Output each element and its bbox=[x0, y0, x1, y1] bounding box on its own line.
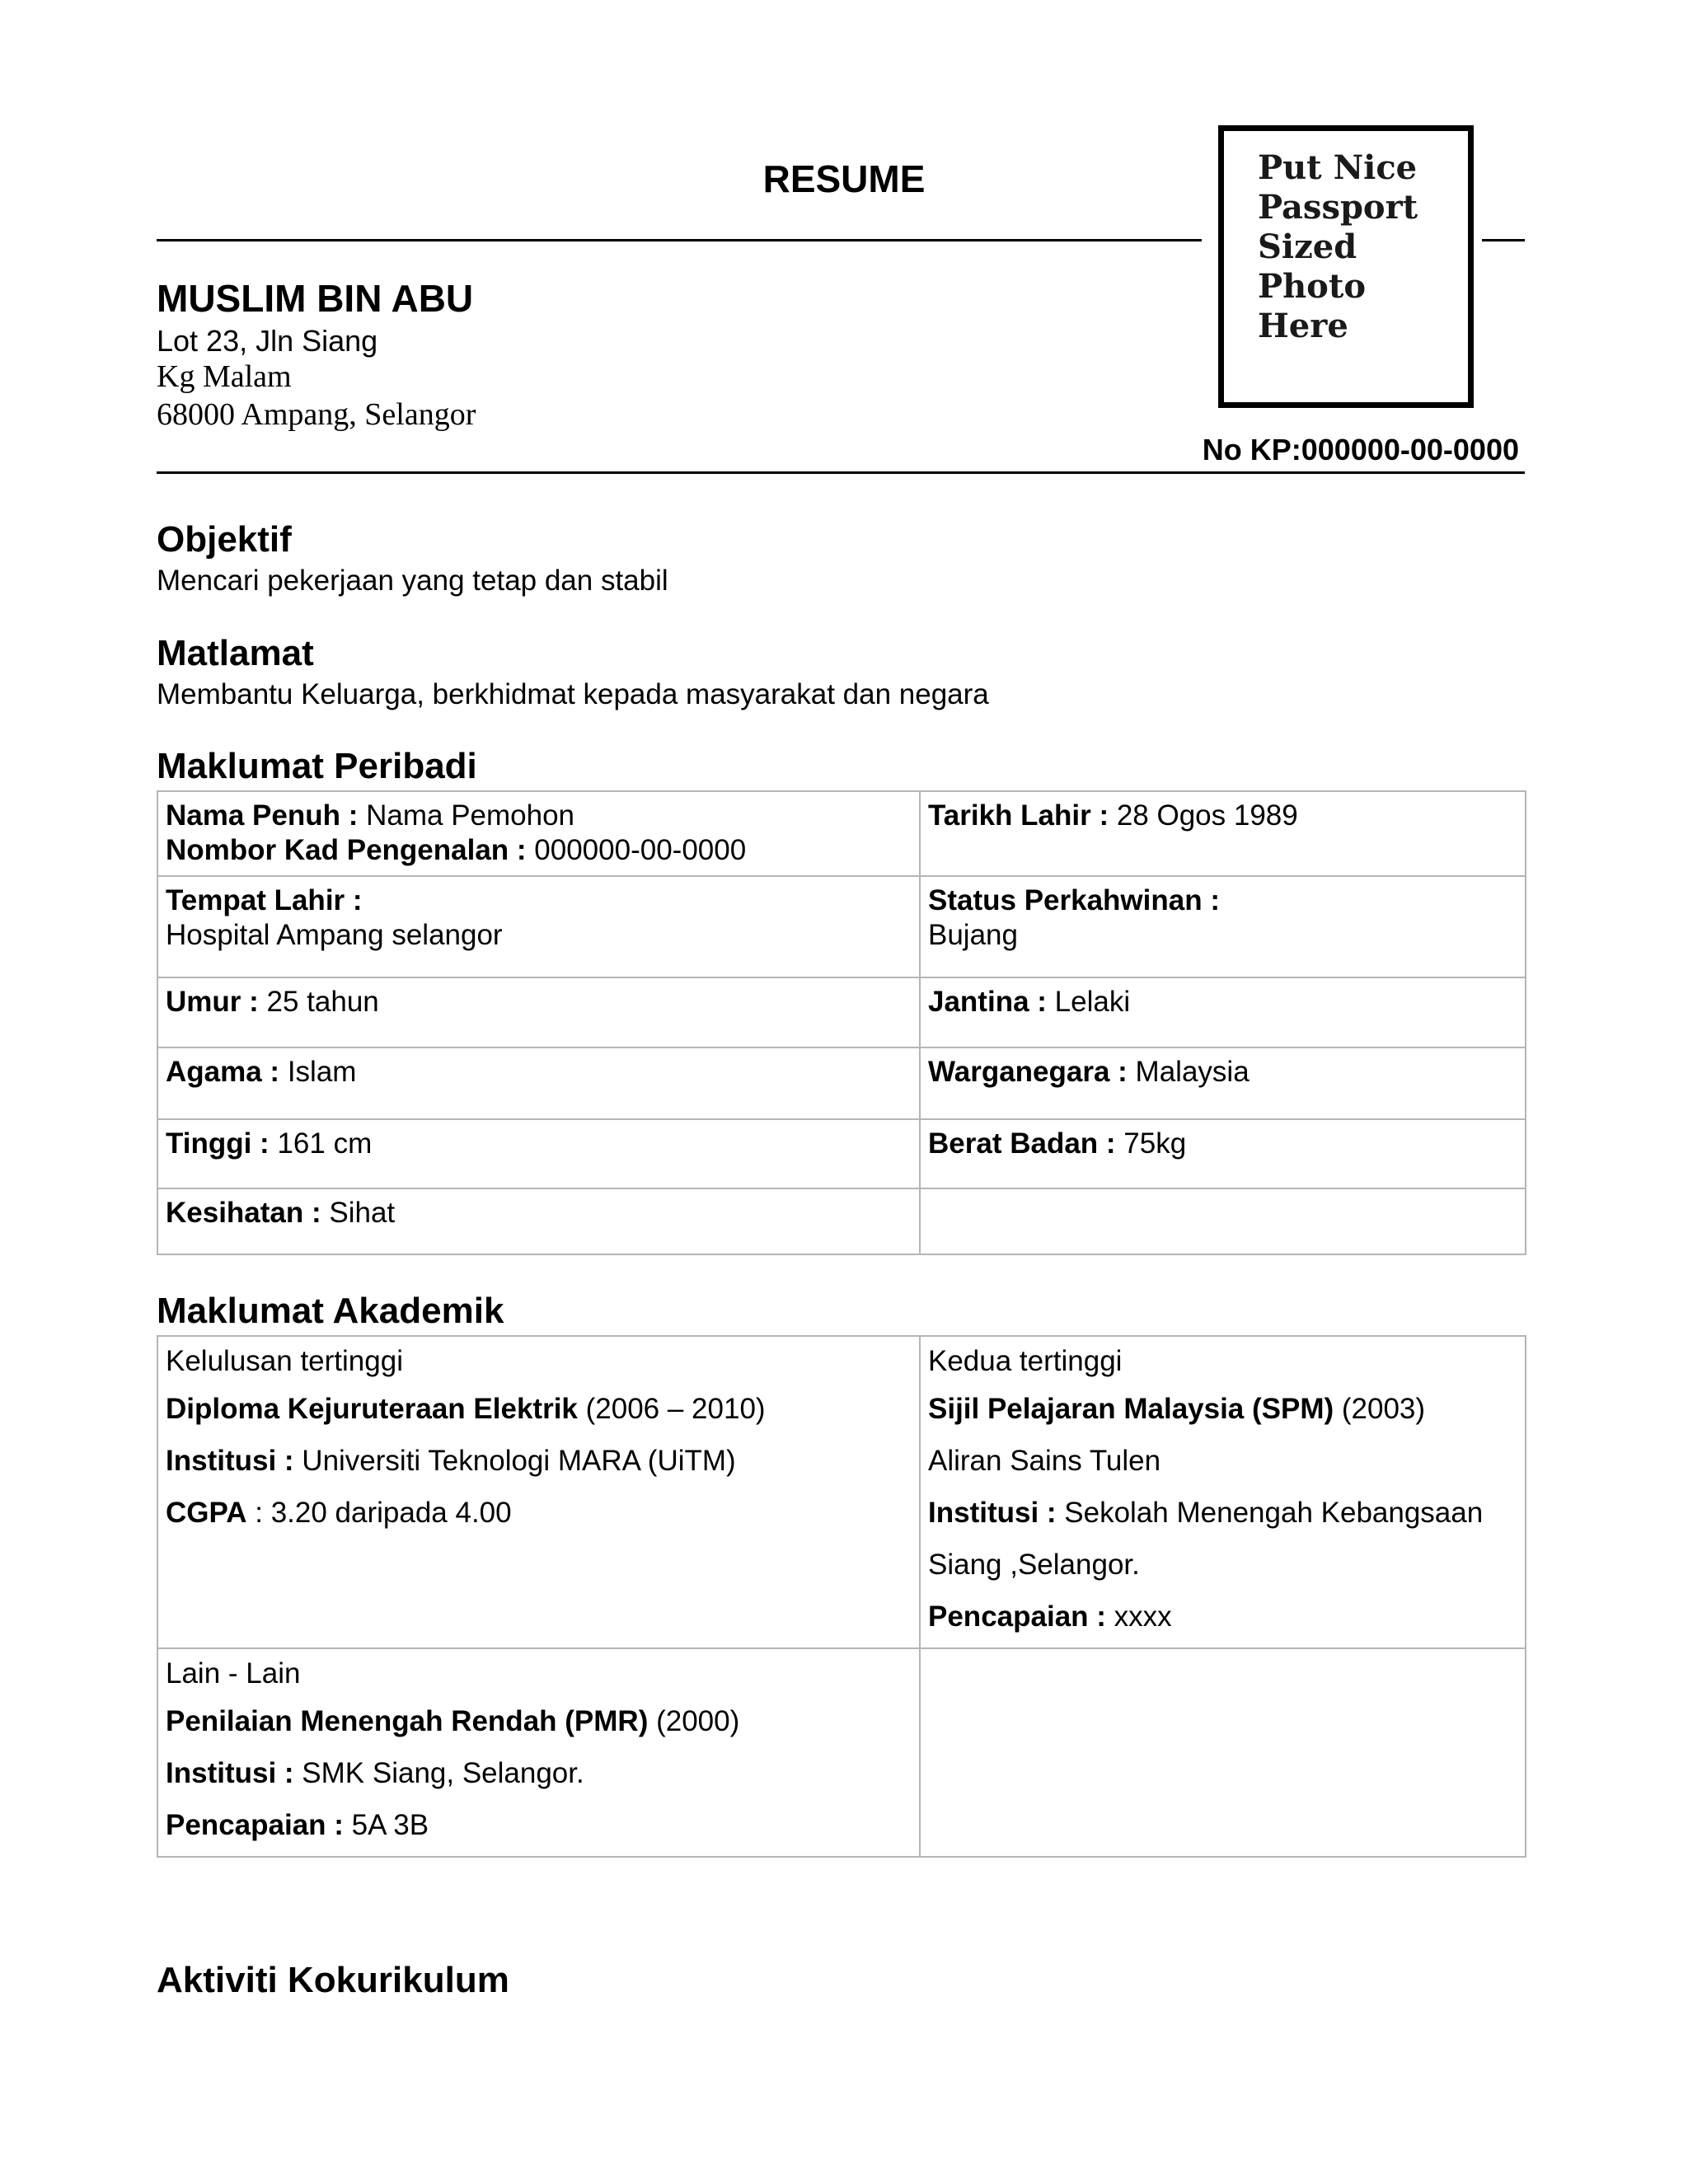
address-line-3: 68000 Ampang, Selangor bbox=[157, 397, 476, 432]
field-value: 25 tahun bbox=[258, 986, 379, 1018]
field-line bbox=[166, 1435, 912, 1487]
photo-text-line: Passport bbox=[1258, 188, 1418, 227]
field-value: Hospital Ampang selangor bbox=[166, 919, 503, 951]
field-label: CGPA bbox=[166, 1497, 247, 1529]
page-title: RESUME bbox=[762, 157, 926, 200]
table-row bbox=[157, 1648, 1526, 1857]
goal-heading: Matlamat bbox=[157, 633, 314, 673]
table-cell bbox=[157, 1648, 920, 1857]
address-line-1: Lot 23, Jln Siang bbox=[157, 324, 378, 358]
field-line bbox=[166, 1799, 912, 1851]
header-rule-right bbox=[1482, 239, 1525, 241]
table-cell bbox=[157, 791, 920, 876]
field-label: Pencapaian : bbox=[928, 1601, 1106, 1633]
field-label: Institusi : bbox=[166, 1757, 294, 1789]
field-label: Institusi : bbox=[928, 1497, 1057, 1529]
field-line bbox=[166, 883, 912, 918]
field-label: Status Perkahwinan : bbox=[928, 884, 1220, 916]
field-line bbox=[928, 1539, 1517, 1591]
field-label: Jantina : bbox=[928, 986, 1047, 1018]
header-rule-bottom bbox=[157, 471, 1525, 474]
field-value: Sekolah Menengah Kebangsaan bbox=[1056, 1497, 1484, 1529]
field-label: Pencapaian : bbox=[166, 1809, 344, 1841]
field-value: Malaysia bbox=[1127, 1056, 1250, 1088]
table-cell bbox=[157, 1047, 920, 1119]
table-row bbox=[157, 977, 1526, 1047]
table-cell bbox=[157, 1336, 920, 1648]
field-line bbox=[166, 1487, 912, 1539]
field-label: Kesihatan : bbox=[166, 1197, 321, 1229]
field-value: Aliran Sains Tulen bbox=[928, 1445, 1161, 1477]
field-value: (2003) bbox=[1334, 1393, 1426, 1425]
field-line bbox=[166, 1652, 912, 1695]
field-line bbox=[928, 1340, 1517, 1383]
photo-placeholder-text bbox=[1258, 148, 1464, 346]
field-value: Siang ,Selangor. bbox=[928, 1549, 1140, 1581]
id-number: No KP:000000-00-0000 bbox=[1202, 433, 1519, 466]
photo-text-line: Put Nice bbox=[1258, 148, 1418, 187]
table-row bbox=[157, 1336, 1526, 1648]
table-cell bbox=[920, 977, 1526, 1047]
table-cell bbox=[920, 1047, 1526, 1119]
field-label: Nombor Kad Pengenalan : bbox=[166, 834, 527, 866]
field-line bbox=[166, 1383, 912, 1435]
table-row bbox=[157, 1119, 1526, 1188]
objective-heading: Objektif bbox=[157, 519, 292, 560]
field-value: Sihat bbox=[321, 1197, 396, 1229]
field-label: Umur : bbox=[166, 986, 259, 1018]
table-cell bbox=[157, 876, 920, 977]
field-label: Tempat Lahir : bbox=[166, 884, 363, 916]
field-value: SMK Siang, Selangor. bbox=[293, 1757, 584, 1789]
applicant-name: MUSLIM BIN ABU bbox=[157, 277, 474, 320]
field-value: Universiti Teknologi MARA (UiTM) bbox=[293, 1445, 736, 1477]
academic-table bbox=[157, 1335, 1526, 1858]
field-value: (2000) bbox=[648, 1705, 740, 1737]
header-rule-left bbox=[157, 239, 1202, 241]
table-cell bbox=[920, 1336, 1526, 1648]
field-line bbox=[166, 833, 912, 868]
field-value: Lain - Lain bbox=[166, 1657, 301, 1690]
table-row bbox=[157, 876, 1526, 977]
field-line bbox=[166, 1695, 912, 1747]
field-line bbox=[166, 918, 912, 953]
field-line bbox=[928, 918, 1517, 953]
field-label: Nama Penuh : bbox=[166, 799, 359, 832]
table-cell bbox=[920, 876, 1526, 977]
field-label: Tinggi : bbox=[166, 1127, 270, 1160]
field-value: 000000-00-0000 bbox=[526, 834, 747, 866]
table-row bbox=[157, 1047, 1526, 1119]
field-value: Bujang bbox=[928, 919, 1018, 951]
field-line bbox=[928, 1487, 1517, 1539]
objective-text: Mencari pekerjaan yang tetap dan stabil bbox=[157, 565, 668, 597]
field-label: Diploma Kejuruteraan Elektrik bbox=[166, 1393, 578, 1425]
field-value: Kedua tertinggi bbox=[928, 1345, 1123, 1377]
field-value: xxxx bbox=[1105, 1601, 1172, 1633]
field-value: 161 cm bbox=[269, 1127, 373, 1160]
field-line bbox=[166, 1747, 912, 1799]
academic-heading: Maklumat Akademik bbox=[157, 1291, 504, 1331]
field-label: Berat Badan : bbox=[928, 1127, 1116, 1160]
table-cell bbox=[920, 1119, 1526, 1188]
table-cell bbox=[920, 791, 1526, 876]
personal-heading: Maklumat Peribadi bbox=[157, 746, 477, 786]
table-cell-empty bbox=[920, 1648, 1526, 1857]
field-value: 28 Ogos 1989 bbox=[1109, 799, 1298, 832]
table-row bbox=[157, 1188, 1526, 1254]
table-cell bbox=[157, 977, 920, 1047]
table-cell-empty bbox=[920, 1188, 1526, 1254]
field-line bbox=[928, 1435, 1517, 1487]
field-line bbox=[928, 1383, 1517, 1435]
field-line bbox=[166, 1340, 912, 1383]
field-label: Penilaian Menengah Rendah (PMR) bbox=[166, 1705, 649, 1737]
table-row bbox=[157, 791, 1526, 876]
field-value: 5A 3B bbox=[343, 1809, 429, 1841]
photo-text-line: Photo bbox=[1258, 267, 1366, 306]
cocurricular-heading: Aktiviti Kokurikulum bbox=[157, 1960, 509, 2000]
photo-text-line: Sized bbox=[1258, 227, 1357, 266]
field-label: Warganegara : bbox=[928, 1056, 1128, 1088]
field-line bbox=[166, 799, 912, 833]
field-line bbox=[928, 1591, 1517, 1643]
field-label: Sijil Pelajaran Malaysia (SPM) bbox=[928, 1393, 1334, 1425]
table-cell bbox=[157, 1119, 920, 1188]
field-value: Islam bbox=[279, 1056, 357, 1088]
goal-text: Membantu Keluarga, berkhidmat kepada masyarakat dan negara bbox=[157, 678, 989, 710]
field-label: Institusi : bbox=[166, 1445, 294, 1477]
field-line bbox=[928, 799, 1517, 833]
field-label: Agama : bbox=[166, 1056, 280, 1088]
field-value: Nama Pemohon bbox=[358, 799, 575, 832]
field-line bbox=[928, 883, 1517, 918]
field-value: (2006 – 2010) bbox=[577, 1393, 766, 1425]
photo-text-line: Here bbox=[1258, 307, 1348, 345]
field-value: : 3.20 daripada 4.00 bbox=[246, 1497, 512, 1529]
field-value: 75kg bbox=[1115, 1127, 1187, 1160]
field-value: Lelaki bbox=[1046, 986, 1131, 1018]
address-line-2: Kg Malam bbox=[157, 359, 292, 394]
field-value: Kelulusan tertinggi bbox=[166, 1345, 403, 1377]
field-label: Tarikh Lahir : bbox=[928, 799, 1109, 832]
personal-table bbox=[157, 790, 1526, 1255]
table-cell bbox=[157, 1188, 920, 1254]
